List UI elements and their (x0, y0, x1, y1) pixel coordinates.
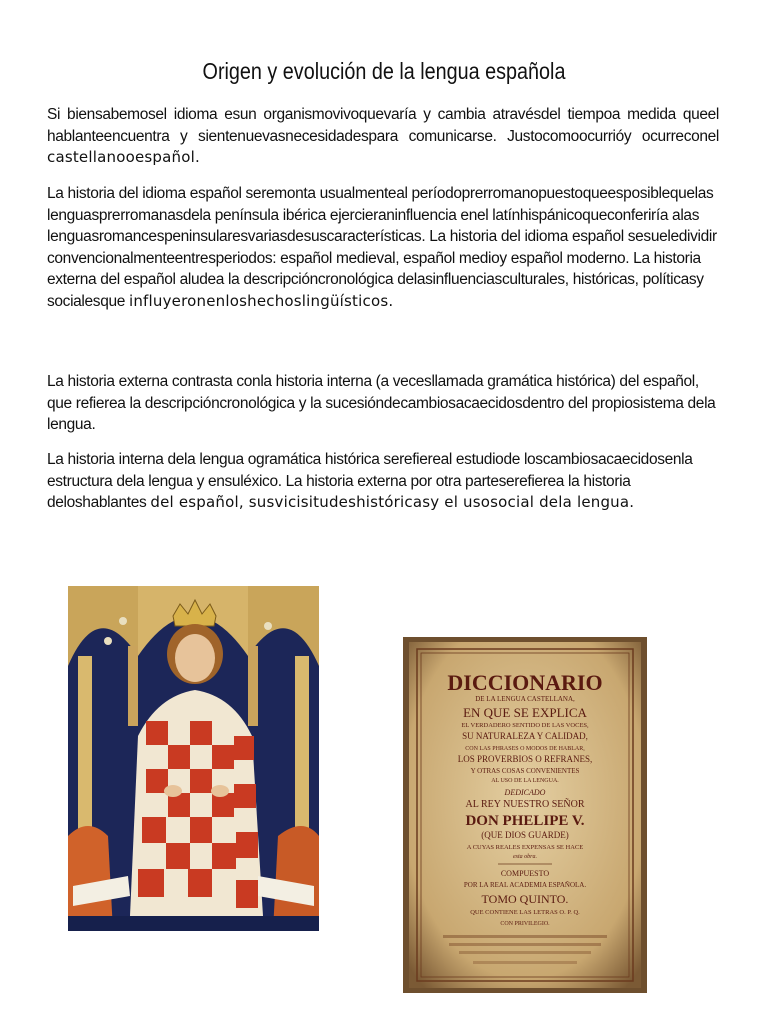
dict-line-10: DEDICADO (504, 788, 546, 797)
dict-line-18: TOMO QUINTO. (481, 892, 569, 906)
paragraph-2 (47, 183, 719, 312)
paragraph-2-text: La historia del idioma español seremonta usualmenteal períodoprerromanopuestoqueesposiblequelas lenguasprerromanasdela península ibérica ejercieraninfluencia enel latínhispánicoqueconferiría alas lenguasromancespeninsularesvariasdesuscaracterísticas. La historia del idioma español sesueledividir convencionalmenteentresperiodos: español medieval, español medioy español moderno. La historia externa del español aludea la descripcióncronológica delasinfluenciasculturales, históricas, políticasy socialesque (47, 185, 717, 310)
dict-line-4: EL VERDADERO SENTIDO DE LAS VOCES, (461, 722, 589, 729)
paragraph-4-text: La historia interna dela lengua ogramática histórica serefiereal estudiode loscambiosacaecidosenla estructura dela lengua y ensuléxico. La historia externa por otra parteserefierea la historia deloshablantes (47, 451, 693, 511)
dict-line-9: AL USO DE LA LENGUA. (491, 778, 559, 784)
paragraph-4-tail: del español, susvicisitudeshistóricasy el usosocial dela lengua. (150, 493, 635, 511)
paragraph-3: La historia externa contrasta conla historia interna (a vecesllamada gramática histórica) del español, que refierea la descripcióncronológica y la sucesióndecambiosacaecidosdentro del propiosistema dela lengua. (47, 373, 716, 433)
dict-line-15: esta obra. (513, 854, 537, 860)
dict-line-13: (QUE DIOS GUARDE) (481, 830, 569, 840)
dict-line-11: AL REY NUESTRO SEÑOR (465, 799, 585, 810)
dict-line-3: EN QUE SE EXPLICA (463, 705, 587, 720)
dict-line-5: SU NATURALEZA Y CALIDAD, (462, 731, 588, 741)
dict-line-14: A CUYAS REALES EXPENSAS SE HACE (466, 844, 584, 851)
paragraph-4 (47, 449, 719, 514)
dict-line-8: Y OTRAS COSAS CONVENIENTES (470, 767, 580, 775)
king-illustration-drawing (68, 586, 319, 931)
page-title: Origen y evolución de la lengua española (202, 58, 566, 84)
paragraph-2-tail: influyeronenloshechoslingüísticos. (128, 291, 394, 310)
dict-line-6: CON LAS PHRASES O MODOS DE HABLAR, (465, 746, 585, 752)
dict-line-7: LOS PROVERBIOS O REFRANES, (457, 754, 593, 764)
dict-line-20: CON PRIVILEGIO. (500, 921, 550, 927)
paragraph-1-text: Si biensabemosel idioma esun organismovivoquevaría y cambia atravésdel tiempoa medida queel hablanteencuentra y sientenuevasnecesidadespara comunicarse. Justocomoocurrióy ocurreconel (47, 106, 719, 145)
dictionary-title-page (403, 637, 647, 993)
paragraph-1 (47, 104, 719, 169)
paragraph-1-tail: castellanooespañol. (47, 148, 200, 166)
dict-line-16: COMPUESTO (500, 869, 550, 878)
dict-line-2: DE LA LENGUA CASTELLANA, (475, 695, 575, 703)
dict-line-19: QUE CONTIENE LAS LETRAS O. P. Q. (470, 909, 580, 916)
dict-line-12: DON PHELIPE V. (465, 813, 585, 829)
dict-line-17: POR LA REAL ACADEMIA ESPAÑOLA. (463, 881, 587, 889)
dictionary-title-page-drawing (403, 637, 647, 993)
king-illustration (68, 586, 319, 931)
dict-line-1: DICCIONARIO (447, 670, 603, 695)
